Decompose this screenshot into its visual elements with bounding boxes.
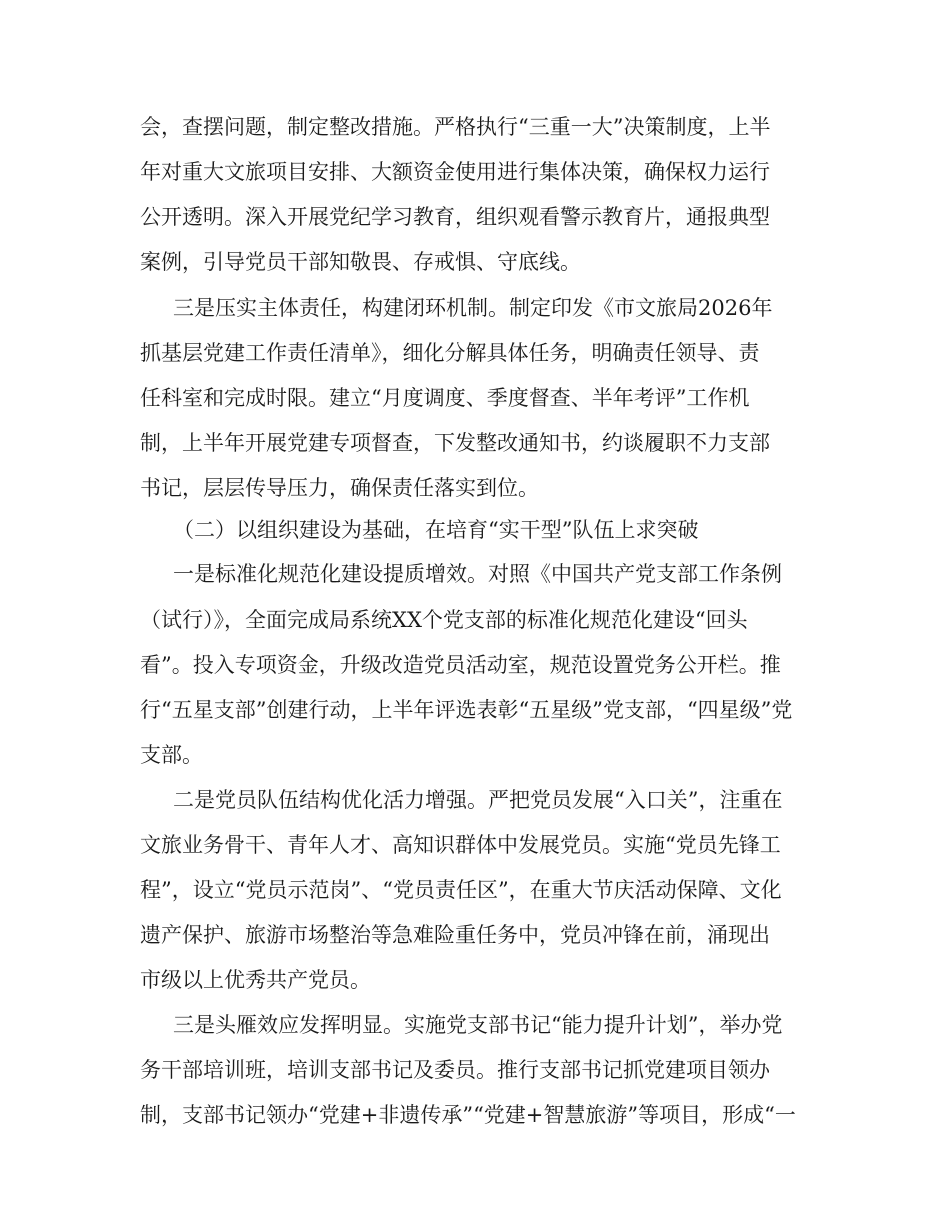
text-line: 文旅业务骨干、青年人才、高知识群体中发展党员。实施“党员先锋工 — [140, 833, 781, 857]
text-line: 任科室和完成时限。建立“月度调度、季度督查、半年考评”工作机 — [140, 386, 750, 410]
text-line: 支部。 — [140, 743, 203, 767]
text-line: 一是标准化规范化建设提质增效。对照《中国共产党支部工作条例 — [173, 562, 782, 586]
text-line: 抓基层党建工作责任清单》，细化分解具体任务，明确责任领导、责 — [140, 341, 760, 365]
text-line: 会，查摆问题，制定整改措施。严格执行“三重一大”决策制度，上半 — [140, 115, 771, 139]
text-line: 行“五星支部”创建行动，上半年评选表彰“五星级”党支部，“四星级”党 — [140, 698, 793, 722]
text-line: 看”。投入专项资金，升级改造党员活动室，规范设置党务公开栏。推 — [140, 653, 781, 677]
section-heading: （二）以组织建设为基础，在培育“实干型”队伍上求突破 — [173, 518, 699, 542]
text-line: 市级以上优秀共产党员。 — [140, 968, 371, 992]
text-line: 三是头雁效应发挥明显。实施党支部书记“能力提升计划”，举办党 — [173, 1013, 783, 1037]
text-line: 程”，设立“党员示范岗”、“党员责任区”，在重大节庆活动保障、文化 — [140, 878, 782, 902]
text-line: 制，上半年开展党建专项督查，下发整改通知书，约谈履职不力支部 — [140, 431, 770, 455]
text-line: 二是党员队伍结构优化活力增强。严把党员发展“入口关”，注重在 — [173, 788, 783, 812]
text-line: 书记，层层传导压力，确保责任落实到位。 — [140, 476, 539, 500]
text-line: 遗产保护、旅游市场整治等急难险重任务中，党员冲锋在前，涌现出 — [140, 923, 770, 947]
text-line: 制，支部书记领办“党建+非遗传承”“党建+智慧旅游”等项目，形成“一 — [140, 1103, 796, 1127]
text-line: 三是压实主体责任，构建闭环机制。制定印发《市文旅局2026年 — [173, 296, 773, 320]
text-line: 年对重大文旅项目安排、大额资金使用进行集体决策，确保权力运行 — [140, 160, 770, 184]
text-line: 务干部培训班，培训支部书记及委员。推行支部书记抓党建项目领办 — [140, 1058, 770, 1082]
text-line: 公开透明。深入开展党纪学习教育，组织观看警示教育片，通报典型 — [140, 205, 770, 229]
text-line: （试行）》，全面完成局系统XX个党支部的标准化规范化建设“回头 — [140, 608, 748, 632]
text-line: 案例，引导党员干部知敬畏、存戒惧、守底线。 — [140, 250, 581, 274]
